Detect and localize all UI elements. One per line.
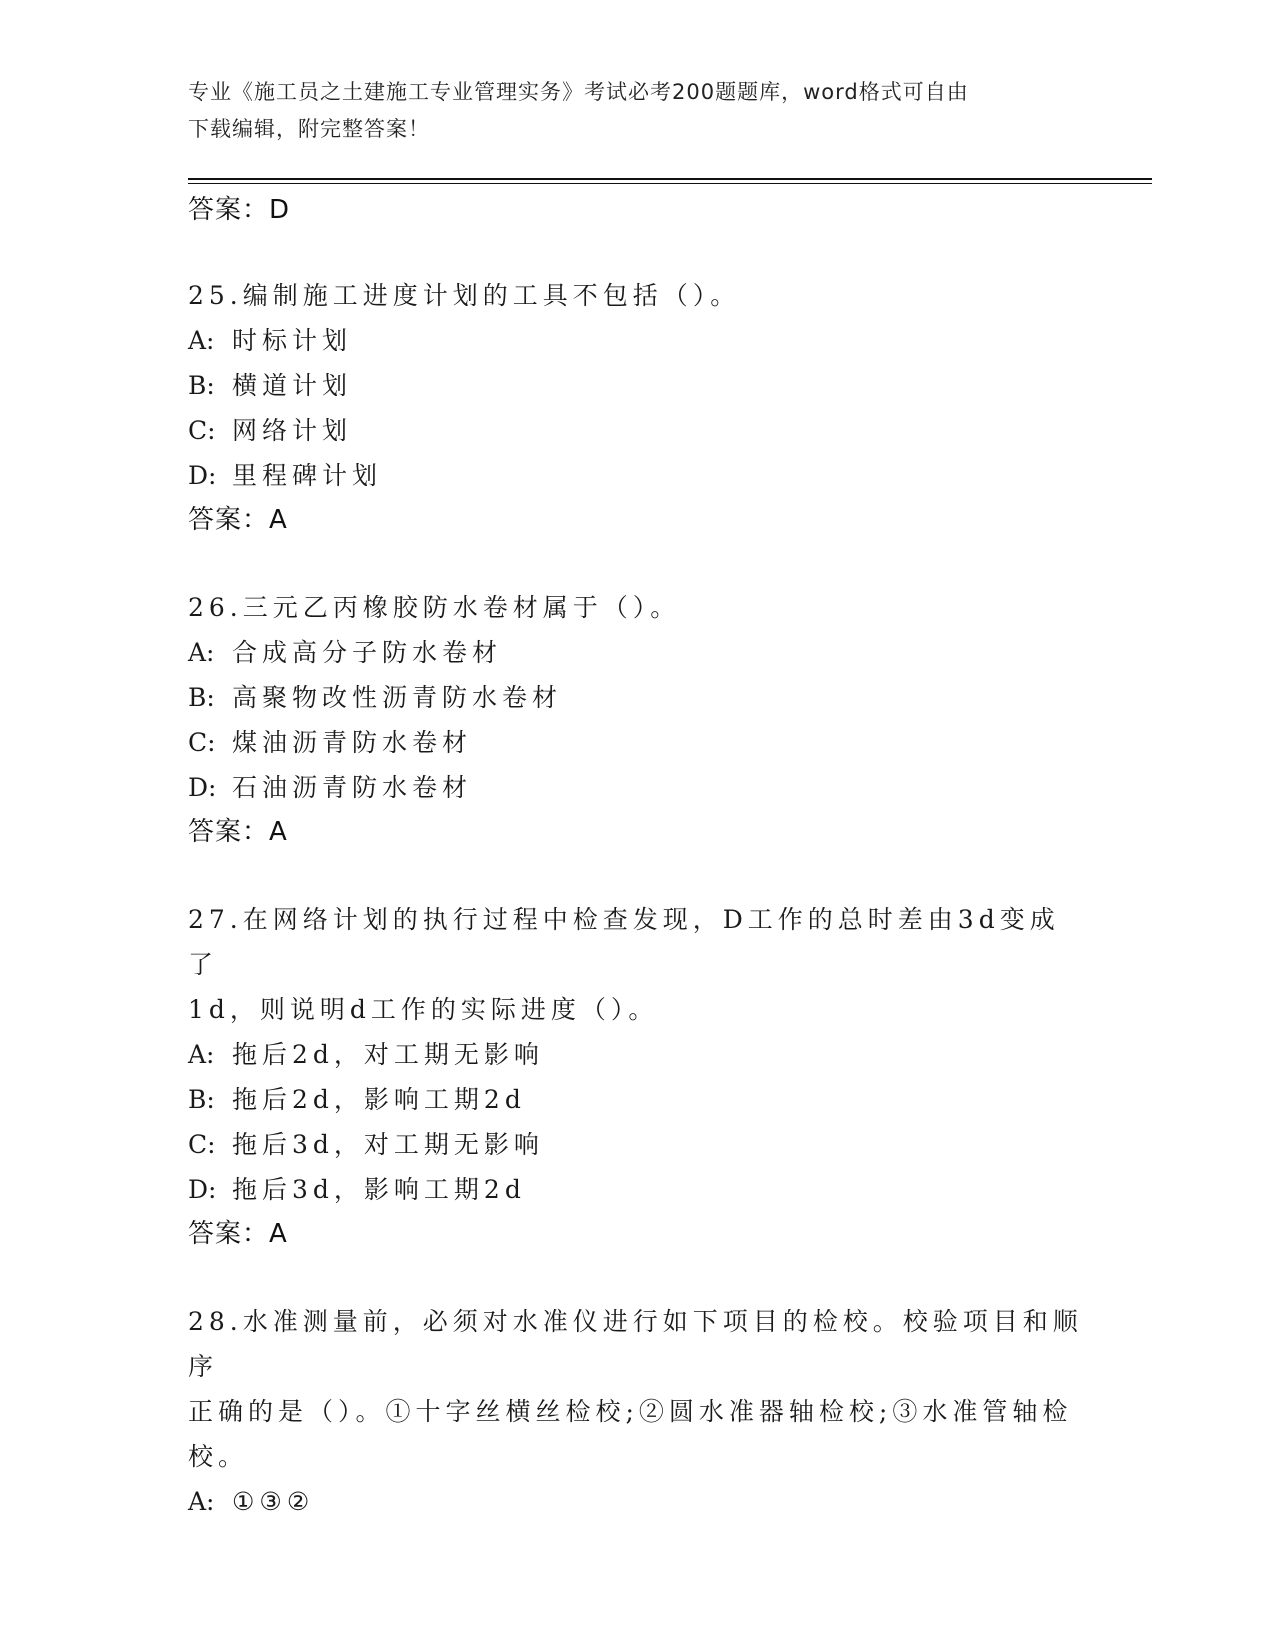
option-b (188, 1077, 1088, 1122)
option-key: D: (188, 1175, 217, 1204)
question-text-line: 27.在网络计划的执行过程中检查发现，D工作的总时差由3d变成了 (188, 905, 1060, 979)
header-line-2: 下载编辑，附完整答案！ (188, 117, 430, 141)
answer-26: 答案：A (188, 817, 288, 847)
answer-27: 答案：A (188, 1219, 288, 1249)
option-c (188, 1122, 1088, 1167)
document-header (188, 74, 1088, 148)
option-d (188, 453, 1088, 498)
question-27 (188, 897, 1088, 1257)
option-a (188, 318, 1088, 363)
option-text: 高聚物改性沥青防水卷材 (232, 683, 563, 712)
option-text: 合成高分子防水卷材 (232, 638, 503, 667)
option-key: A: (188, 1040, 215, 1069)
header-rule-thick (188, 178, 1152, 180)
option-d (188, 1167, 1088, 1212)
option-c (188, 408, 1088, 453)
option-key: D: (188, 461, 217, 490)
question-text: 25.编制施工进度计划的工具不包括（）。 (188, 281, 741, 310)
header-line-1: 专业《施工员之土建施工专业管理实务》考试必考200题题库，word格式可自由 (188, 80, 969, 104)
option-text: 时标计划 (232, 326, 353, 355)
option-a (188, 1032, 1088, 1077)
question-text-line: 28.水准测量前，必须对水准仪进行如下项目的检校。校验项目和顺序 (188, 1307, 1083, 1381)
option-a (188, 1479, 1088, 1524)
answer-25: 答案：A (188, 505, 288, 535)
option-c (188, 720, 1088, 765)
option-text: 拖后2d，对工期无影响 (232, 1040, 544, 1069)
option-key: D: (188, 773, 217, 802)
option-b (188, 363, 1088, 408)
question-text: 26.三元乙丙橡胶防水卷材属于（）。 (188, 593, 681, 622)
option-key: A: (188, 638, 215, 667)
option-text: 横道计划 (232, 371, 353, 400)
question-26 (188, 585, 1088, 855)
option-b (188, 675, 1088, 720)
option-key: C: (188, 728, 216, 757)
question-text-line: 校。 (188, 1442, 249, 1471)
option-text: 网络计划 (232, 416, 353, 445)
option-text: 拖后2d，影响工期2d (232, 1085, 526, 1114)
option-d (188, 765, 1088, 810)
option-text: 里程碑计划 (232, 461, 383, 490)
option-text: 拖后3d，对工期无影响 (232, 1130, 544, 1159)
question-text-line: 1d，则说明d工作的实际进度（）。 (188, 995, 659, 1024)
option-key: C: (188, 1130, 216, 1159)
option-key: A: (188, 326, 215, 355)
option-key: C: (188, 416, 216, 445)
header-rule-thin (188, 183, 1152, 184)
question-25 (188, 273, 1088, 543)
option-key: B: (188, 1085, 215, 1114)
question-text-line: 正确的是（）。①十字丝横丝检校;②圆水准器轴检校;③水准管轴检 (188, 1397, 1073, 1426)
option-key: B: (188, 683, 215, 712)
question-28 (188, 1299, 1088, 1524)
option-text: ①③② (232, 1487, 315, 1516)
option-text: 石油沥青防水卷材 (232, 773, 473, 802)
option-a (188, 630, 1088, 675)
question-list (188, 188, 1088, 1524)
option-text: 煤油沥青防水卷材 (232, 728, 473, 757)
option-key: A: (188, 1487, 215, 1516)
option-text: 拖后3d，影响工期2d (232, 1175, 526, 1204)
previous-answer: 答案：D (188, 195, 291, 225)
option-key: B: (188, 371, 215, 400)
